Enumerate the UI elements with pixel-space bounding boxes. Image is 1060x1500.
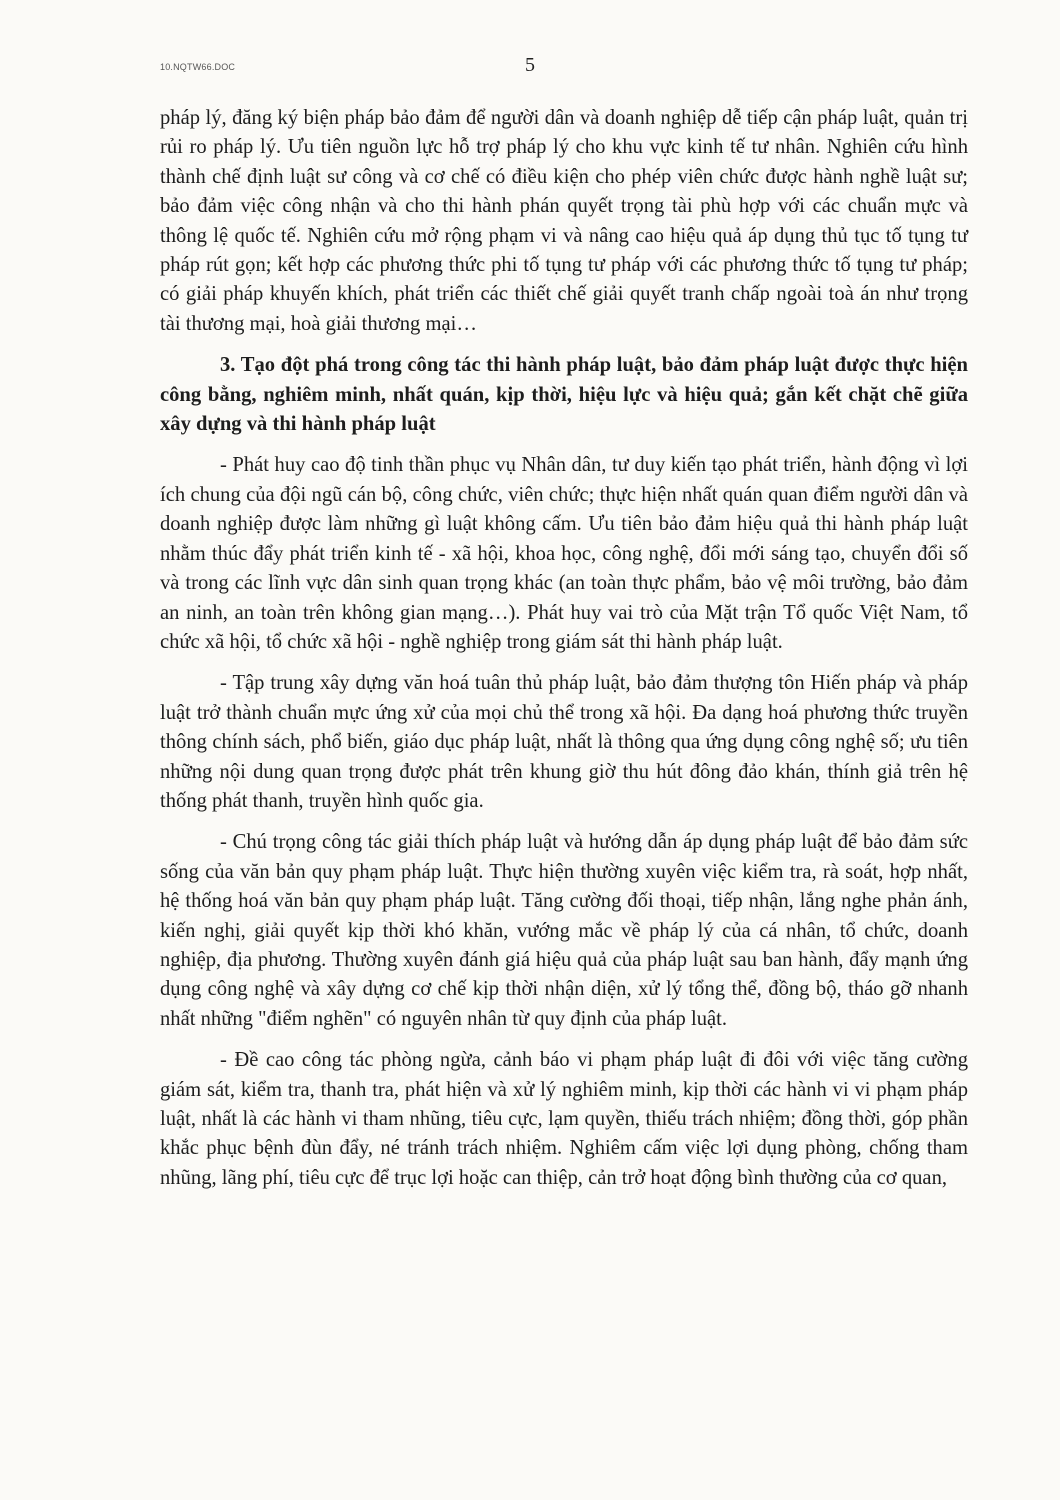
page-number: 5	[525, 54, 535, 76]
file-name: 10.NQTW66.DOC	[160, 62, 236, 72]
section-heading-3: 3. Tạo đột phá trong công tác thi hành pháp luật, bảo đảm pháp luật được thực hiện công bằng, nghiêm minh, nhất quán, kịp thời, hiệu lực và hiệu quả; gắn kết chặt chẽ giữa xây dựng và thi hành pháp luật	[160, 354, 968, 436]
paragraph-continuation: pháp lý, đăng ký biện pháp bảo đảm để người dân và doanh nghiệp dễ tiếp cận pháp luật, quản trị rủi ro pháp lý. Ưu tiên nguồn lực hỗ trợ pháp lý cho khu vực kinh tế tư nhân. Nghiên cứu hình thành chế định luật sư công và cơ chế có điều kiện cho phép viên chức được hành nghề luật sư; bảo đảm việc công nhận và cho thi hành phán quyết trọng tài phù hợp với các chuẩn mực và thông lệ quốc tế. Nghiên cứu mở rộng phạm vi và nâng cao hiệu quả áp dụng thủ tục tố tụng tư pháp rút gọn; kết hợp các phương thức phi tố tụng tư pháp với các phương thức tố tụng tư pháp; có giải pháp khuyến khích, phát triển các thiết chế giải quyết tranh chấp ngoài toà án như trọng tài thương mại, hoà giải thương mại…	[160, 107, 968, 335]
paragraph-4: - Đề cao công tác phòng ngừa, cảnh báo vi phạm pháp luật đi đôi với việc tăng cường giám sát, kiểm tra, thanh tra, phát hiện và xử lý nghiêm minh, kịp thời các hành vi vi phạm pháp luật, nhất là các hành vi tham nhũng, tiêu cực, lạm quyền, thiếu trách nhiệm; đồng thời, góp phần khắc phục bệnh đùn đẩy, né tránh trách nhiệm. Nghiêm cấm việc lợi dụng phòng, chống tham nhũng, lãng phí, tiêu cực để trục lợi hoặc can thiệp, cản trở hoạt động bình thường của cơ quan,	[160, 1049, 968, 1189]
paragraph-2: - Tập trung xây dựng văn hoá tuân thủ pháp luật, bảo đảm thượng tôn Hiến pháp và pháp luật trở thành chuẩn mực ứng xử của mọi chủ thể trong xã hội. Đa dạng hoá phương thức truyền thông chính sách, phổ biến, giáo dục pháp luật, nhất là thông qua ứng dụng công nghệ số; ưu tiên những nội dung quan trọng được phát trên khung giờ thu hút đông đảo khán, thính giả trên hệ thống phát thanh, truyền hình quốc gia.	[160, 672, 968, 812]
paragraph-1: - Phát huy cao độ tinh thần phục vụ Nhân dân, tư duy kiến tạo phát triển, hành động vì lợi ích chung của đội ngũ cán bộ, công chức, viên chức; thực hiện nhất quán quan điểm người dân và doanh nghiệp được làm những gì luật không cấm. Ưu tiên bảo đảm hiệu quả thi hành pháp luật nhằm thúc đẩy phát triển kinh tế - xã hội, khoa học, công nghệ, đổi mới sáng tạo, chuyển đổi số và trong các lĩnh vực dân sinh quan trọng khác (an toàn thực phẩm, bảo vệ môi trường, bảo đảm an ninh, an toàn trên không gian mạng…). Phát huy vai trò của Mặt trận Tổ quốc Việt Nam, tổ chức xã hội, tổ chức xã hội - nghề nghiệp trong giám sát thi hành pháp luật.	[160, 454, 968, 653]
document-body	[160, 104, 968, 1193]
paragraph-3: - Chú trọng công tác giải thích pháp luật và hướng dẫn áp dụng pháp luật để bảo đảm sức sống của văn bản quy phạm pháp luật. Thực hiện thường xuyên việc kiểm tra, rà soát, hợp nhất, hệ thống hoá văn bản quy phạm pháp luật. Tăng cường đối thoại, tiếp nhận, lắng nghe phản ánh, kiến nghị, giải quyết kịp thời khó khăn, vướng mắc về pháp lý của cá nhân, tổ chức, doanh nghiệp, địa phương. Thường xuyên đánh giá hiệu quả của pháp luật sau ban hành, đẩy mạnh ứng dụng công nghệ và xây dựng cơ chế kịp thời nhận diện, xử lý tổng thể, đồng bộ, tháo gỡ nhanh nhất những "điểm nghẽn" có nguyên nhân từ quy định của pháp luật.	[160, 831, 968, 1030]
